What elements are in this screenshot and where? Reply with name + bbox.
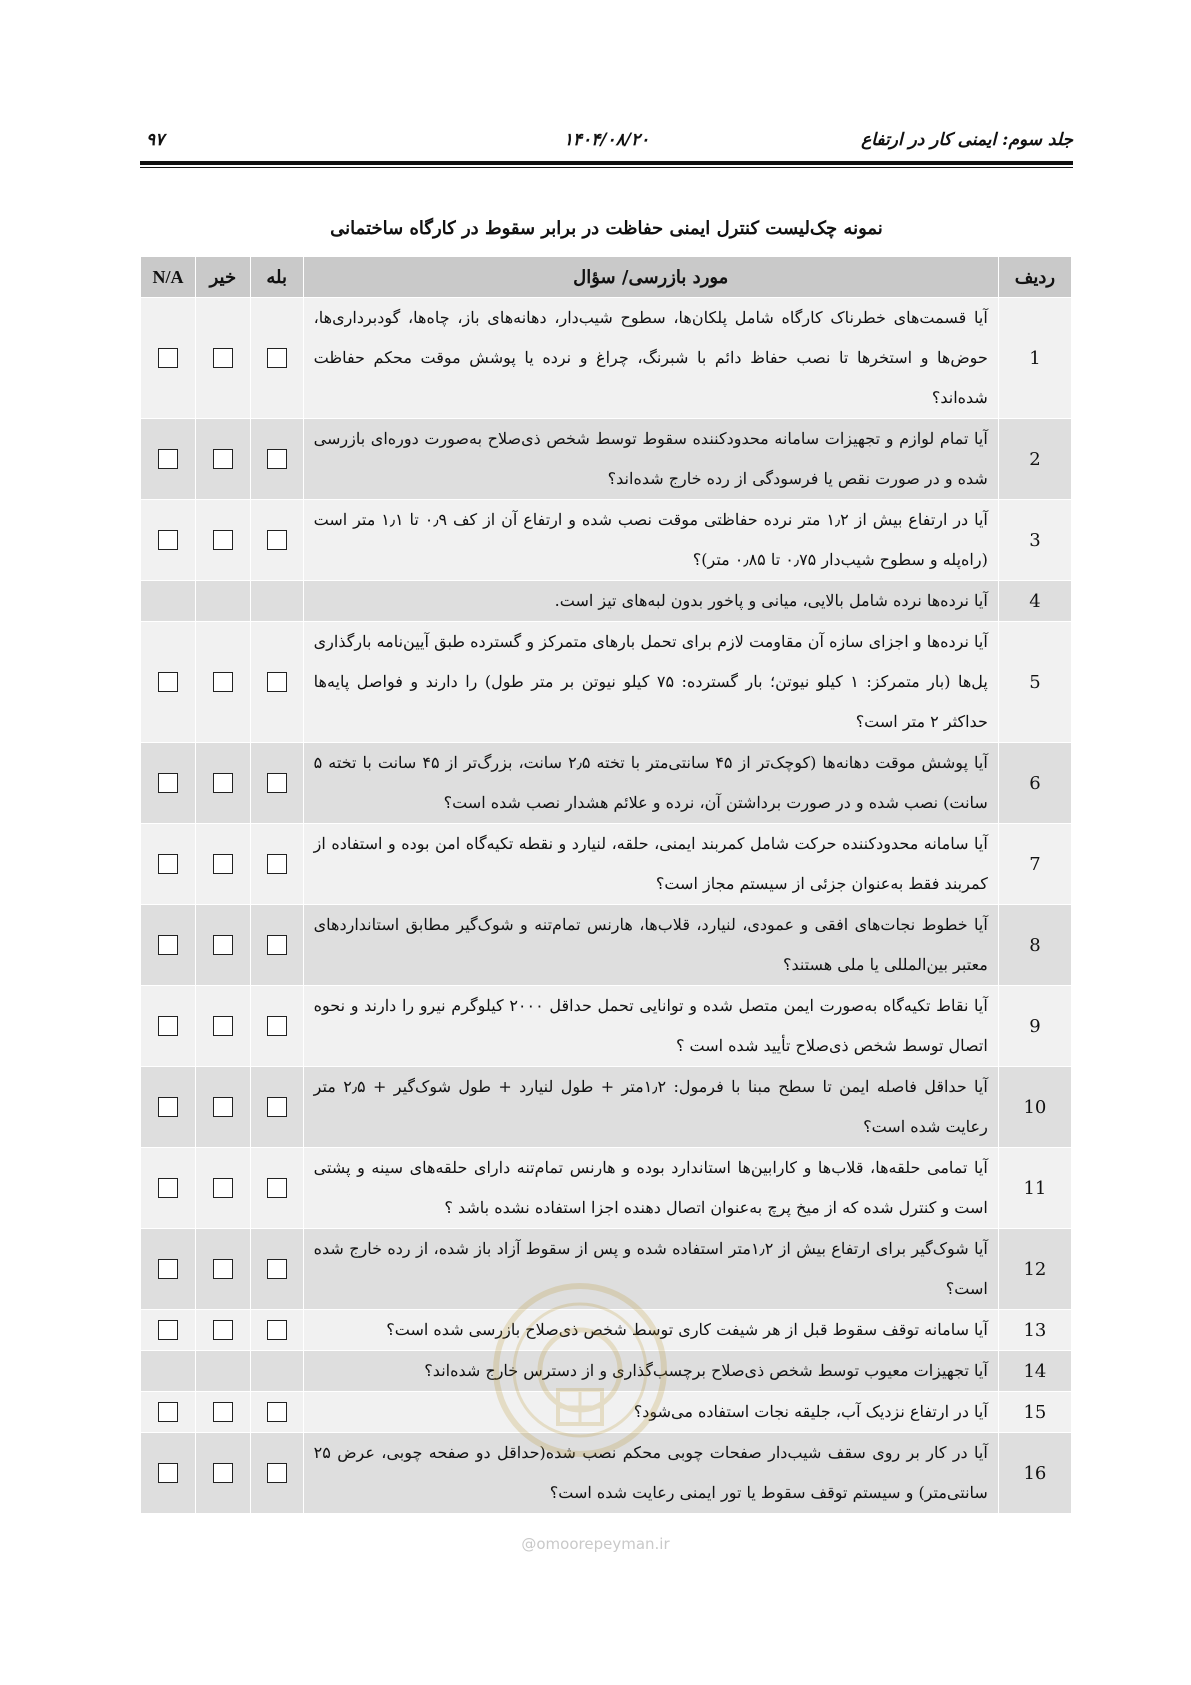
- row-number: 15: [998, 1392, 1071, 1433]
- checkbox-na[interactable]: [158, 1320, 178, 1340]
- header-date: ۱۴۰۴/۰۸/۲۰: [563, 130, 650, 150]
- row-number: 11: [998, 1148, 1071, 1229]
- checkbox-no[interactable]: [213, 1463, 233, 1483]
- checkbox-na[interactable]: [158, 449, 178, 469]
- table-row: [141, 298, 1072, 419]
- checkbox-no[interactable]: [213, 773, 233, 793]
- answer-cell-yes: [250, 824, 303, 905]
- answer-cell-na: [141, 824, 196, 905]
- checkbox-na[interactable]: [158, 935, 178, 955]
- question-text: آیا سامانه محدودکننده حرکت شامل کمربند ایمنی، حلقه، لنیارد و نقطه تکیه‌گاه امن بوده و استفاده از کمربند فقط به‌عنوان جزئی از سیستم مجاز است؟: [303, 824, 998, 905]
- checkbox-na[interactable]: [158, 1402, 178, 1422]
- header-question: مورد بازرسی/ سؤال: [303, 257, 998, 298]
- table-row: [141, 500, 1072, 581]
- question-text: آیا خطوط نجات‌های افقی و عمودی، لنیارد، قلاب‌ها، هارنس تمام‌تنه و شوک‌گیر مطابق استانداردهای معتبر بین‌المللی یا ملی هستند؟: [303, 905, 998, 986]
- answer-cell-no: [195, 1433, 250, 1514]
- answer-cell-yes: [250, 1310, 303, 1351]
- answer-cell-yes: [250, 1351, 303, 1392]
- table-row: [141, 419, 1072, 500]
- question-text: آیا نرده‌ها نرده شامل بالایی، میانی و پاخور بدون لبه‌های تیز است.: [303, 581, 998, 622]
- question-text: آیا پوشش موقت دهانه‌ها (کوچک‌تر از ۴۵ سانتی‌متر با تخته ۲٫۵ سانت، بزرگ‌تر از ۴۵ سانت با تخته ۵ سانت) نصب شده و در صورت برداشتن آن، نرده و علائم هشدار نصب شده است؟: [303, 743, 998, 824]
- table-row: [141, 1067, 1072, 1148]
- answer-cell-yes: [250, 500, 303, 581]
- answer-cell-na: [141, 1148, 196, 1229]
- answer-cell-no: [195, 581, 250, 622]
- checkbox-yes[interactable]: [267, 449, 287, 469]
- answer-cell-na: [141, 1229, 196, 1310]
- checkbox-na[interactable]: [158, 672, 178, 692]
- book-title: جلد سوم: ایمنی کار در ارتفاع: [861, 130, 1073, 150]
- header-no: خیر: [195, 257, 250, 298]
- answer-cell-no: [195, 986, 250, 1067]
- answer-cell-na: [141, 905, 196, 986]
- checkbox-no[interactable]: [213, 530, 233, 550]
- answer-cell-na: [141, 500, 196, 581]
- checkbox-na[interactable]: [158, 1463, 178, 1483]
- question-text: آیا سامانه توقف سقوط قبل از هر شیفت کاری توسط شخص ذی‌صلاح بازرسی شده است؟: [303, 1310, 998, 1351]
- question-text: آیا تمامی حلقه‌ها، قلاب‌ها و کارابین‌ها استاندارد بوده و هارنس تمام‌تنه دارای حلقه‌های سینه و پشتی است و کنترل شده که از میخ پرچ به‌عنوان اتصال دهنده اجزا استفاده نشده باشد ؟: [303, 1148, 998, 1229]
- question-text: آیا تجهیزات معیوب توسط شخص ذی‌صلاح برچسب‌گذاری و از دسترس خارج شده‌اند؟: [303, 1351, 998, 1392]
- answer-cell-na: [141, 743, 196, 824]
- answer-cell-na: [141, 986, 196, 1067]
- answer-cell-no: [195, 1148, 250, 1229]
- table-row: [141, 743, 1072, 824]
- row-number: 2: [998, 419, 1071, 500]
- checkbox-yes[interactable]: [267, 672, 287, 692]
- checkbox-no[interactable]: [213, 935, 233, 955]
- checkbox-yes[interactable]: [267, 530, 287, 550]
- answer-cell-no: [195, 1229, 250, 1310]
- answer-cell-yes: [250, 581, 303, 622]
- checkbox-na[interactable]: [158, 348, 178, 368]
- checkbox-no[interactable]: [213, 1402, 233, 1422]
- answer-cell-no: [195, 824, 250, 905]
- answer-cell-na: [141, 1067, 196, 1148]
- checkbox-yes[interactable]: [267, 1463, 287, 1483]
- checkbox-yes[interactable]: [267, 1402, 287, 1422]
- table-row: [141, 1229, 1072, 1310]
- header-yes: بله: [250, 257, 303, 298]
- answer-cell-no: [195, 622, 250, 743]
- checkbox-no[interactable]: [213, 449, 233, 469]
- checkbox-yes[interactable]: [267, 1097, 287, 1117]
- table-row: [141, 1392, 1072, 1433]
- answer-cell-no: [195, 1392, 250, 1433]
- question-text: آیا نقاط تکیه‌گاه به‌صورت ایمن متصل شده و توانایی تحمل حداقل ۲۰۰۰ کیلوگرم نیرو را دارند و نحوه اتصال توسط شخص ذی‌صلاح تأیید شده است ؟: [303, 986, 998, 1067]
- checkbox-no[interactable]: [213, 348, 233, 368]
- answer-cell-yes: [250, 905, 303, 986]
- answer-cell-yes: [250, 986, 303, 1067]
- watermark-url: @omoorepeyman.ir: [521, 1535, 670, 1553]
- checkbox-yes[interactable]: [267, 1320, 287, 1340]
- checkbox-yes[interactable]: [267, 773, 287, 793]
- checkbox-na[interactable]: [158, 1016, 178, 1036]
- answer-cell-no: [195, 743, 250, 824]
- checkbox-na[interactable]: [158, 1259, 178, 1279]
- checkbox-no[interactable]: [213, 672, 233, 692]
- checkbox-yes[interactable]: [267, 1259, 287, 1279]
- table-row: [141, 1351, 1072, 1392]
- row-number: 4: [998, 581, 1071, 622]
- table-row: [141, 1433, 1072, 1514]
- page-header: [140, 130, 1073, 160]
- answer-cell-yes: [250, 743, 303, 824]
- table-row: [141, 1148, 1072, 1229]
- answer-cell-na: [141, 1351, 196, 1392]
- table-row: [141, 824, 1072, 905]
- answer-cell-na: [141, 1433, 196, 1514]
- header-row-number: ردیف: [998, 257, 1071, 298]
- question-text: آیا تمام لوازم و تجهیزات سامانه محدودکننده سقوط توسط شخص ذی‌صلاح به‌صورت دوره‌ای بازرسی شده و در صورت نقص یا فرسودگی از رده خارج شده‌اند؟: [303, 419, 998, 500]
- answer-cell-no: [195, 500, 250, 581]
- row-number: 5: [998, 622, 1071, 743]
- question-text: آیا شوک‌گیر برای ارتفاع بیش از ۱٫۲متر استفاده شده و پس از سقوط آزاد باز شده، از رده خارج شده است؟: [303, 1229, 998, 1310]
- answer-cell-yes: [250, 1067, 303, 1148]
- table-row: [141, 905, 1072, 986]
- header-na: N/A: [141, 257, 196, 298]
- question-text: آیا در ارتفاع نزدیک آب، جلیقه نجات استفاده می‌شود؟: [303, 1392, 998, 1433]
- row-number: 9: [998, 986, 1071, 1067]
- checkbox-na[interactable]: [158, 530, 178, 550]
- table-row: [141, 986, 1072, 1067]
- answer-cell-yes: [250, 1433, 303, 1514]
- answer-cell-na: [141, 581, 196, 622]
- checkbox-no[interactable]: [213, 1097, 233, 1117]
- checkbox-no[interactable]: [213, 1178, 233, 1198]
- header-rule-thick: [140, 161, 1073, 165]
- checkbox-na[interactable]: [158, 1178, 178, 1198]
- table-header-row: [141, 257, 1072, 298]
- checkbox-yes[interactable]: [267, 854, 287, 874]
- answer-cell-no: [195, 298, 250, 419]
- table-row: [141, 581, 1072, 622]
- answer-cell-no: [195, 905, 250, 986]
- row-number: 12: [998, 1229, 1071, 1310]
- checklist-title: نمونه چک‌لیست کنترل ایمنی حفاظت در برابر سقوط در کارگاه ساختمانی: [330, 218, 883, 239]
- row-number: 3: [998, 500, 1071, 581]
- checkbox-na[interactable]: [158, 854, 178, 874]
- checkbox-na[interactable]: [158, 1097, 178, 1117]
- question-text: آیا حداقل فاصله ایمن تا سطح مبنا با فرمول: ۱٫۲متر + طول لنیارد + طول شوک‌گیر + ۲٫۵ متر رعایت شده است؟: [303, 1067, 998, 1148]
- question-text: آیا در ارتفاع بیش از ۱٫۲ متر نرده حفاظتی موقت نصب شده و ارتفاع آن از کف ۰٫۹ تا ۱٫۱ متر است (راه‌پله و سطوح شیب‌دار ۰٫۷۵ تا ۰٫۸۵ متر)؟: [303, 500, 998, 581]
- page-number: ۹۷: [146, 130, 165, 150]
- checkbox-no[interactable]: [213, 1016, 233, 1036]
- answer-cell-no: [195, 419, 250, 500]
- checkbox-no[interactable]: [213, 854, 233, 874]
- answer-cell-no: [195, 1351, 250, 1392]
- row-number: 7: [998, 824, 1071, 905]
- table-row: [141, 1310, 1072, 1351]
- row-number: 1: [998, 298, 1071, 419]
- answer-cell-na: [141, 622, 196, 743]
- answer-cell-yes: [250, 1392, 303, 1433]
- row-number: 10: [998, 1067, 1071, 1148]
- answer-cell-na: [141, 1310, 196, 1351]
- answer-cell-yes: [250, 298, 303, 419]
- checkbox-yes[interactable]: [267, 1178, 287, 1198]
- answer-cell-yes: [250, 419, 303, 500]
- row-number: 14: [998, 1351, 1071, 1392]
- answer-cell-yes: [250, 1148, 303, 1229]
- checklist-table: [140, 256, 1072, 1514]
- checkbox-yes[interactable]: [267, 348, 287, 368]
- question-text: آیا نرده‌ها و اجزای سازه آن مقاومت لازم برای تحمل بارهای متمرکز و گسترده طبق آیین‌نامه بارگذاری پل‌ها (بار متمرکز: ۱ کیلو نیوتن؛ بار گسترده: ۷۵ کیلو نیوتن بر متر طول) را دارند و فواصل پایه‌ها حداکثر ۲ متر است؟: [303, 622, 998, 743]
- answer-cell-na: [141, 298, 196, 419]
- answer-cell-na: [141, 1392, 196, 1433]
- answer-cell-yes: [250, 622, 303, 743]
- checkbox-no[interactable]: [213, 1320, 233, 1340]
- answer-cell-no: [195, 1067, 250, 1148]
- answer-cell-na: [141, 419, 196, 500]
- question-text: آیا قسمت‌های خطرناک کارگاه شامل پلکان‌ها، سطوح شیب‌دار، دهانه‌های باز، چاه‌ها، گودبرداری‌ها، حوض‌ها و استخرها تا نصب حفاظ دائم با شبرنگ، چراغ و نرده یا پوشش موقت محکم حفاظت شده‌اند؟: [303, 298, 998, 419]
- row-number: 6: [998, 743, 1071, 824]
- header-rule-thin: [140, 167, 1073, 168]
- row-number: 16: [998, 1433, 1071, 1514]
- row-number: 13: [998, 1310, 1071, 1351]
- checkbox-yes[interactable]: [267, 1016, 287, 1036]
- checkbox-na[interactable]: [158, 773, 178, 793]
- checkbox-yes[interactable]: [267, 935, 287, 955]
- table-row: [141, 622, 1072, 743]
- checkbox-no[interactable]: [213, 1259, 233, 1279]
- row-number: 8: [998, 905, 1071, 986]
- question-text: آیا در کار بر روی سقف شیب‌دار صفحات چوبی محکم نصب شده(حداقل دو صفحه چوبی، عرض ۲۵ سانتی‌متر) و سیستم توقف سقوط یا تور ایمنی رعایت شده است؟: [303, 1433, 998, 1514]
- answer-cell-no: [195, 1310, 250, 1351]
- answer-cell-yes: [250, 1229, 303, 1310]
